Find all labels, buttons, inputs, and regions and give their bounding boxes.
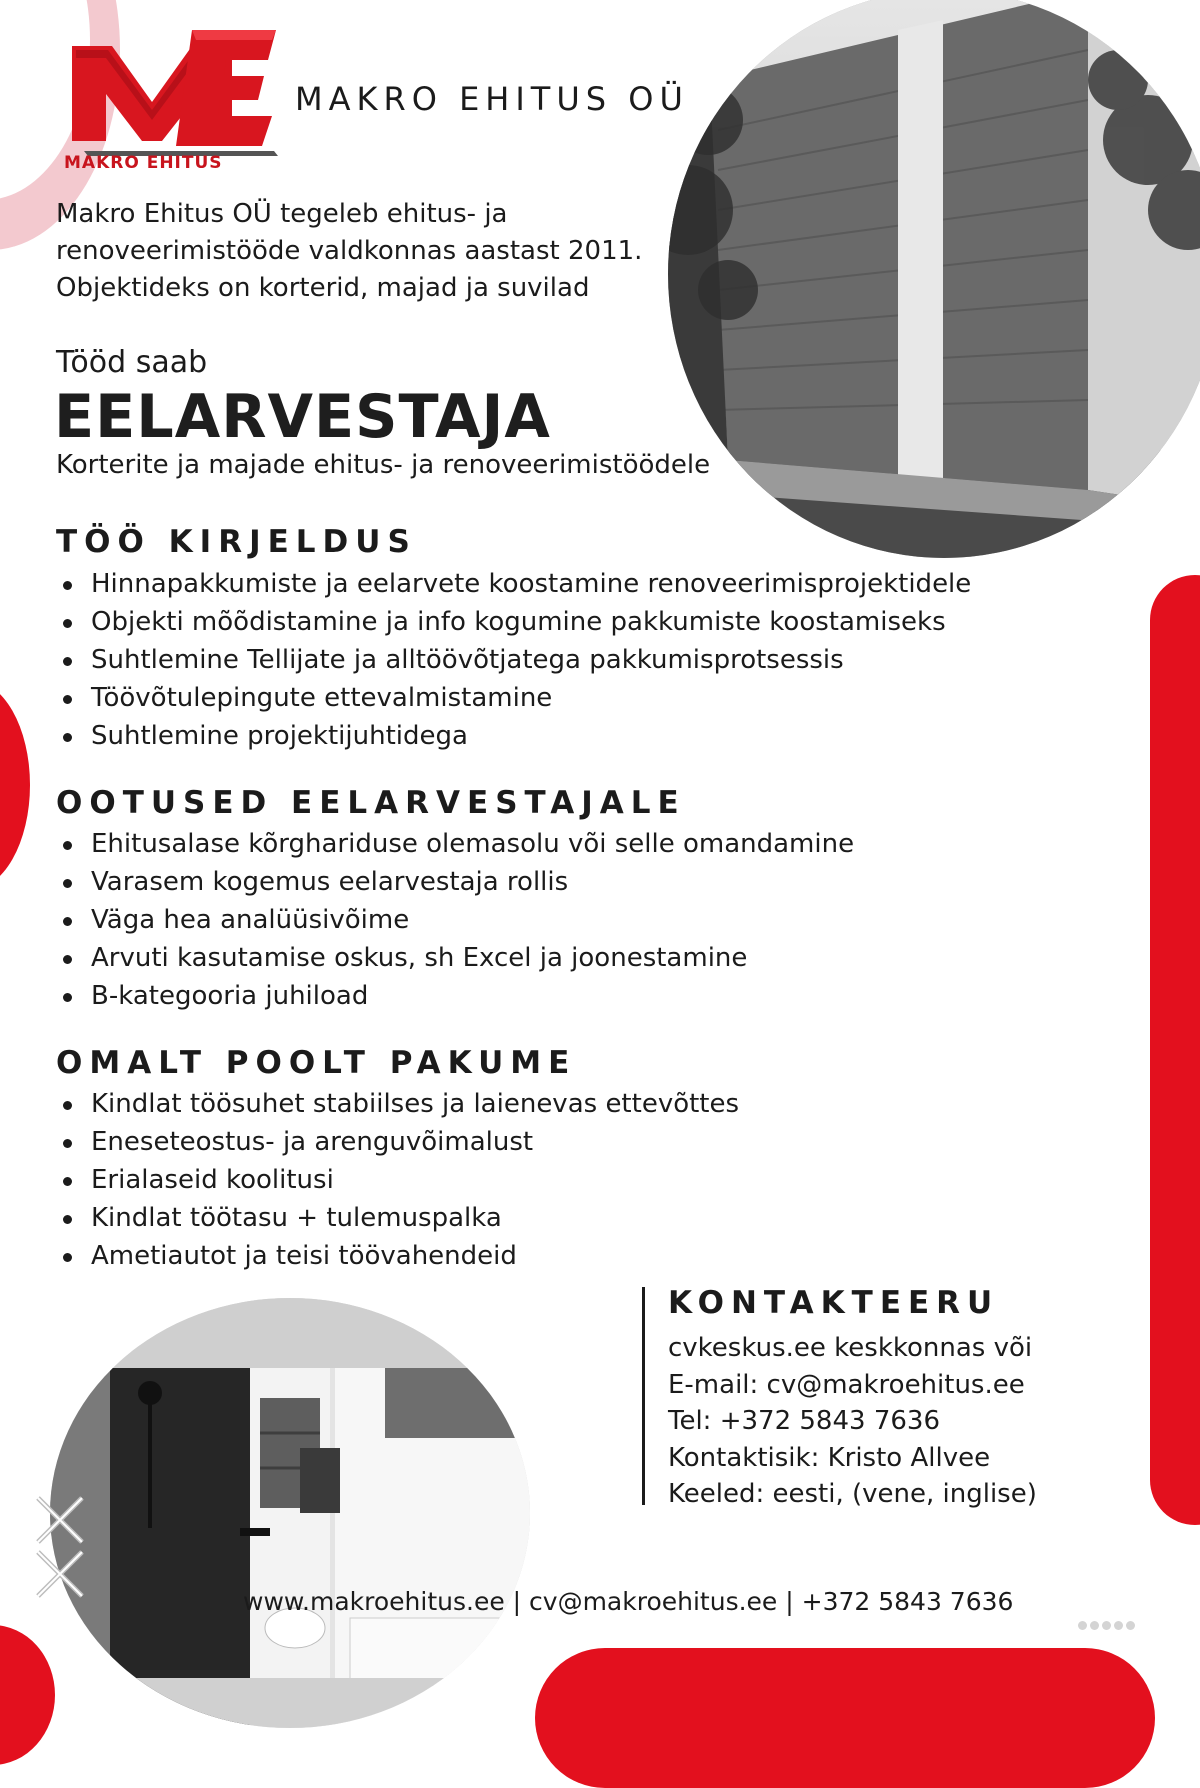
description-list — [56, 565, 971, 755]
job-title: EELARVESTAJA — [54, 382, 551, 452]
intro-line: renoveerimistööde valdkonnas aastast 2011. — [56, 236, 643, 266]
contact-phone[interactable]: Tel: +372 5843 7636 — [668, 1406, 940, 1436]
company-name: MAKRO EHITUS OÜ — [295, 80, 689, 118]
contact-person: Kontaktisik: Kristo Allvee — [668, 1442, 991, 1473]
list-item: B-kategooria juhiload — [56, 977, 854, 1015]
contact-email[interactable]: E-mail: cv@makroehitus.ee — [668, 1369, 1025, 1400]
intro-line: Makro Ehitus OÜ tegeleb ehitus- ja — [56, 199, 508, 229]
contact-details — [668, 1330, 1037, 1513]
contact-source: cvkeskus.ee keskkonnas või — [668, 1333, 1033, 1363]
list-item: Objekti mõõdistamine ja info kogumine pakkumiste koostamiseks — [56, 603, 971, 641]
x-pattern-icon — [30, 1490, 90, 1605]
list-item: Erialaseid koolitusi — [56, 1161, 739, 1199]
contact-divider — [642, 1287, 645, 1505]
list-item: Eneseteostus- ja arenguvõimalust — [56, 1123, 739, 1161]
list-item: Ametiautot ja teisi töövahendeid — [56, 1237, 739, 1275]
job-subtitle: Korterite ja majade ehitus- ja renoveerimistöödele — [56, 450, 711, 480]
red-decor-bottom-bar — [535, 1648, 1155, 1788]
list-item: Suhtlemine Tellijate ja alltöövõtjatega pakkumisprotsessis — [56, 641, 971, 679]
footer-contact-line[interactable]: www.makroehitus.ee | cv@makroehitus.ee | +372 5843 7636 — [243, 1587, 1014, 1616]
expectations-list — [56, 825, 854, 1015]
house-facade-photo — [668, 0, 1200, 558]
job-lead: Tööd saab — [56, 345, 208, 380]
section-heading-expectations: OOTUSED EELARVESTAJALE — [56, 785, 686, 821]
offer-list — [56, 1085, 739, 1275]
red-decor-bottom-left — [0, 1625, 55, 1765]
list-item: Hinnapakkumiste ja eelarvete koostamine renoveerimisprojektidele — [56, 565, 971, 603]
intro-line: Objektideks on korterid, majad ja suvilad — [56, 273, 590, 303]
list-item: Varasem kogemus eelarvestaja rollis — [56, 863, 854, 901]
red-decor-left — [0, 680, 30, 890]
dots-decor — [1078, 1617, 1138, 1635]
section-heading-offer: OMALT POOLT PAKUME — [56, 1045, 577, 1081]
contact-languages: Keeled: eesti, (vene, inglise) — [668, 1479, 1037, 1509]
list-item: Kindlat töösuhet stabiilses ja laienevas ettevõttes — [56, 1085, 739, 1123]
section-heading-description: TÖÖ KIRJELDUS — [56, 524, 417, 560]
list-item: Kindlat töötasu + tulemuspalka — [56, 1199, 739, 1237]
red-decor-right-bar — [1150, 575, 1200, 1525]
list-item: Ehitusalase kõrghariduse olemasolu või selle omandamine — [56, 825, 854, 863]
contact-heading: KONTAKTEERU — [668, 1285, 1000, 1321]
list-item: Suhtlemine projektijuhtidega — [56, 717, 971, 755]
bathroom-photo — [50, 1298, 530, 1728]
list-item: Väga hea analüüsivõime — [56, 901, 854, 939]
list-item: Arvuti kasutamise oskus, sh Excel ja joonestamine — [56, 939, 854, 977]
logo-caption: MAKRO EHITUS — [64, 153, 223, 173]
company-logo — [64, 16, 284, 181]
list-item: Töövõtulepingute ettevalmistamine — [56, 679, 971, 717]
intro-text — [56, 196, 706, 307]
